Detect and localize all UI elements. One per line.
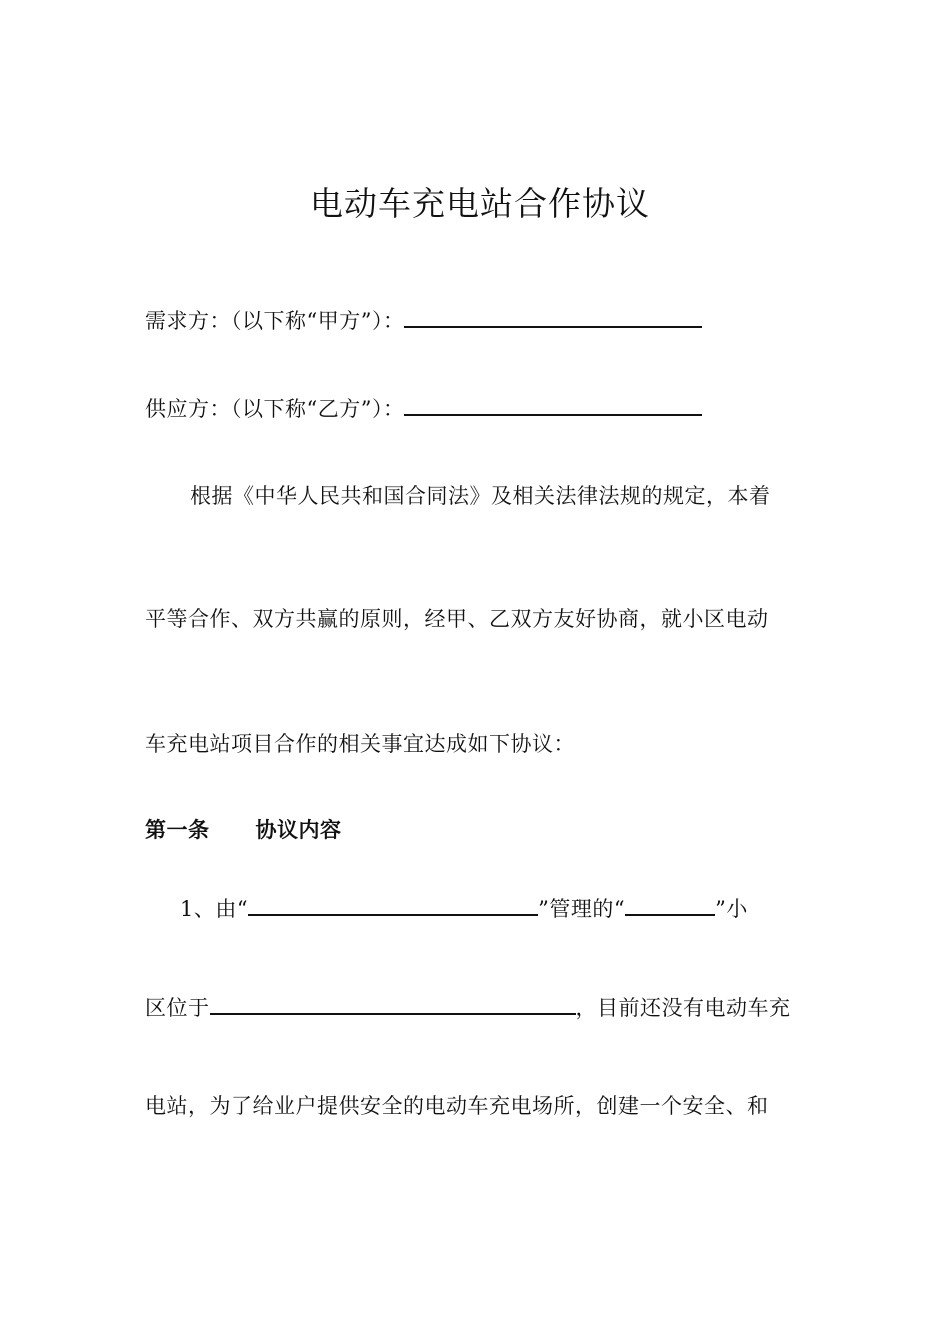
article-1-heading (145, 816, 342, 844)
intro-line-2: 平等合作、双方共赢的原则，经甲、乙双方友好协商，就小区电动 (145, 607, 769, 631)
party-a-label: 需求方：（以下称“甲方”）： (145, 309, 405, 333)
clause-1-line2-prefix: 区位于 (145, 996, 210, 1020)
intro-line-3: 车充电站项目合作的相关事宜达成如下协议： (145, 732, 575, 756)
manager-blank (248, 894, 538, 916)
document-title: 电动车充电站合作协议 (310, 184, 650, 223)
location-blank (210, 993, 576, 1015)
party-a-blank (404, 306, 702, 328)
clause-1-line-2 (145, 993, 791, 1022)
intro-line-1: 根据《中华人民共和国合同法》及相关法律法规的规定，本着 (190, 484, 771, 508)
clause-1-line-3: 电站，为了给业户提供安全的电动车充电场所，创建一个安全、和 (145, 1094, 769, 1118)
clause-1-suffix: ”小 (715, 897, 748, 921)
party-a-line (145, 306, 702, 335)
clause-1-middle: ”管理的“ (538, 897, 626, 921)
clause-1-line-1 (180, 894, 748, 923)
clause-1-prefix: 1、由“ (180, 897, 249, 921)
clause-1-line2-suffix: ，目前还没有电动车充 (575, 996, 791, 1020)
article-1-number: 第一条 (145, 817, 210, 842)
party-b-label: 供应方：（以下称“乙方”）： (145, 397, 405, 421)
party-b-blank (404, 394, 702, 416)
party-b-line (145, 394, 702, 423)
community-blank (625, 894, 715, 916)
article-1-title: 协议内容 (255, 817, 342, 842)
